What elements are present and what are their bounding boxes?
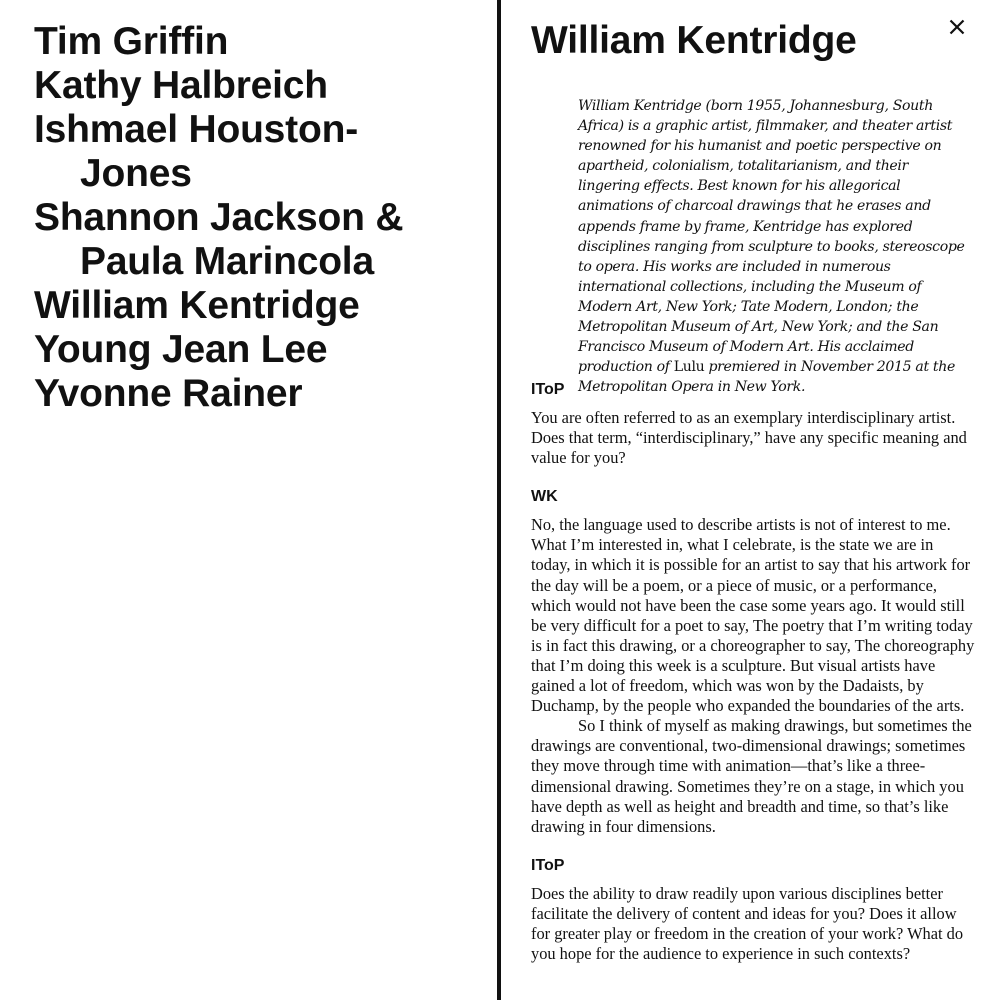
artist-link-william-kentridge[interactable] (34, 284, 498, 328)
artist-link-ishmael-houston-jones[interactable] (34, 108, 498, 196)
artist-link-label: Tim Griffin (34, 20, 229, 63)
interview-paragraph: You are often referred to as an exemplary interdisciplinary artist. Does that term, “interdisciplinary,” have any specific meaning and value for you? (531, 408, 967, 468)
artist-link-label: Kathy Halbreich (34, 64, 328, 107)
artist-link-label-continued: Jones (80, 152, 192, 195)
close-button[interactable] (942, 14, 972, 44)
interview-paragraph: No, the language used to describe artists is not of interest to me. What I’m interested in, what I celebrate, is the state we are in today, in which it is possible for an artist to say that his artwork for the day will be a poem, or a piece of music, or a performance, which would not have been the case some years ago. It would still be very difficult for a poet to say, The poetry that I’m writing today is in fact this drawing, or a choreographer to say, The choreography that I’m doing this week is a sculpture. But visual artists have gained a lot of freedom, which was won by the Dadaists, by Duchamp, by the people who expanded the boundaries of the arts. (531, 515, 975, 716)
speaker-label: IToP (531, 381, 565, 398)
speaker-label: IToP (531, 856, 565, 874)
artist-bio-text-end: premiered in November 2015 at the Metropolitan Opera in New York. (578, 359, 955, 396)
speaker-label: WK (531, 488, 558, 506)
artist-link-label: Ishmael Houston- (34, 108, 358, 151)
artist-bio (578, 96, 970, 397)
artist-title: William Kentridge (531, 19, 857, 62)
artist-name-list-panel (0, 0, 498, 1000)
artist-link-label-continued: Paula Marincola (80, 240, 374, 283)
interview-block (531, 487, 976, 837)
interview-block (531, 380, 976, 468)
artist-link-tim-griffin[interactable] (34, 20, 498, 64)
interview-block (531, 856, 976, 964)
artist-link-yvonne-rainer[interactable] (34, 372, 498, 416)
artist-link-label: William Kentridge (34, 284, 360, 327)
artist-name-list (34, 20, 498, 416)
interview-paragraph: So I think of myself as making drawings, but sometimes the drawings are conventional, two-dimensional drawings; sometimes they move through time with animation—that’s like a three-dimensional drawing. Sometimes they’re on a stage, in which you have depth as well as height and breadth and time, so that’s like drawing in four dimensions. (531, 716, 972, 836)
artist-link-label: Yvonne Rainer (34, 372, 303, 415)
close-icon (949, 19, 965, 40)
interview-paragraph: Does the ability to draw readily upon various disciplines better facilitate the delivery of content and ideas for you? Does it allow for greater play or freedom in the creation of your work? What do you hope for the audience to experience in such contexts? (531, 883, 964, 964)
artist-link-young-jean-lee[interactable] (34, 328, 498, 372)
artist-detail-panel[interactable] (501, 0, 1000, 1000)
artist-bio-work-title: Lulu (673, 359, 705, 376)
artist-bio-text: William Kentridge (born 1955, Johannesburg, South Africa) is a graphic artist, filmmaker, and theater artist renowned for his humanist and poetic perspective on apartheid, colonialism, totalitarianism, and their lingering effects. Best known for his allegorical animations of charcoal drawings that he erases and appends frame by frame, Kentridge has explored disciplines ranging from sculpture to books, stereoscope to opera. His works are included in numerous international collections, including the Museum of Modern Art, New York; Tate Modern, London; the Metropolitan Museum of Art, New York; and the San Francisco Museum of Modern Art. His acclaimed production of (578, 98, 965, 376)
artist-link-kathy-halbreich[interactable] (34, 64, 498, 108)
artist-link-label: Young Jean Lee (34, 328, 328, 371)
artist-link-label: Shannon Jackson & (34, 196, 404, 239)
artist-link-shannon-jackson-paula-marincola[interactable] (34, 196, 498, 284)
interview (531, 380, 976, 983)
